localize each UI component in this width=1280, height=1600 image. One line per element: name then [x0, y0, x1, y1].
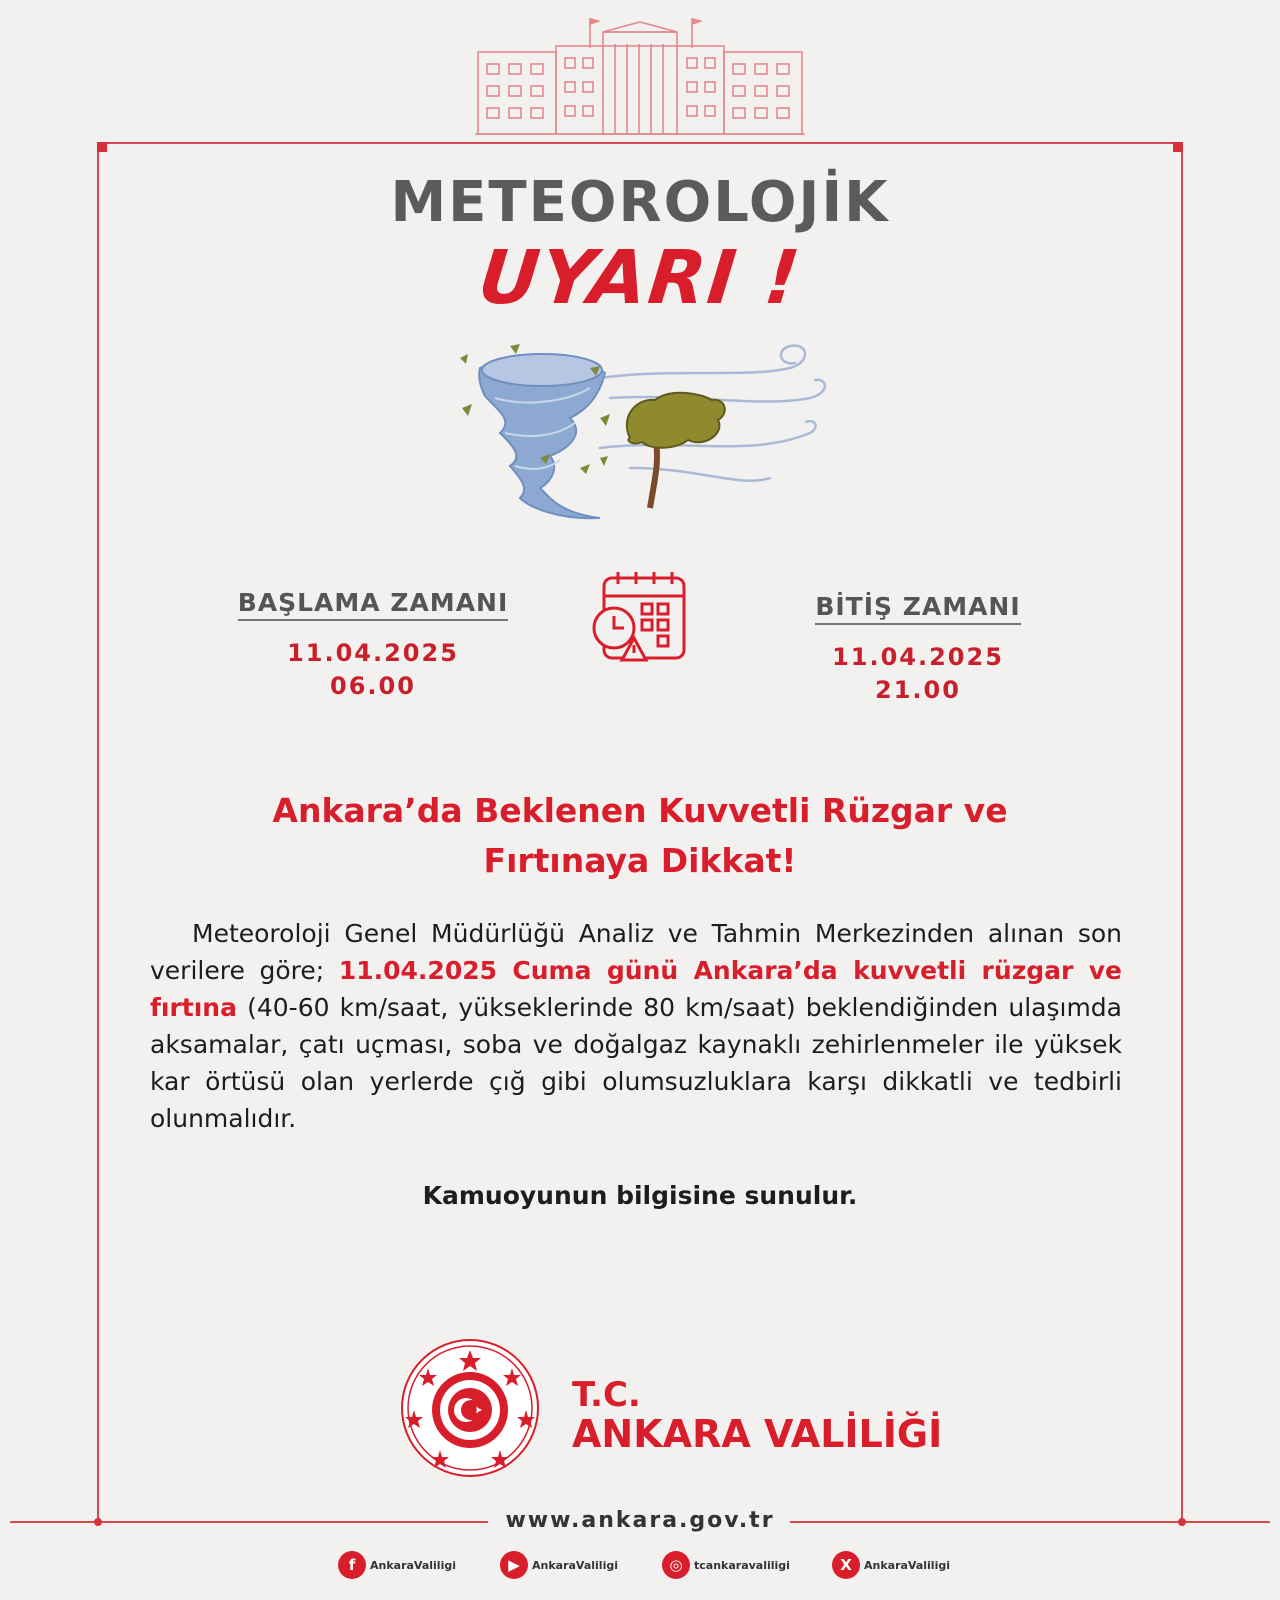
body-text-part-1: Meteoroloji Genel Müdürlüğü Analiz ve Tahmin Merkezinden alınan son verilere göre; — [150, 919, 1122, 985]
org-prefix: T.C. — [572, 1375, 641, 1415]
youtube-icon: ▶ — [500, 1551, 528, 1579]
website-link[interactable]: www.ankara.gov.tr — [505, 1508, 775, 1533]
end-date: 11.04.2025 — [832, 643, 1004, 671]
org-name: ANKARA VALİLİĞİ — [572, 1412, 943, 1456]
calendar-clock-warning-icon — [590, 568, 690, 668]
social-facebook[interactable] — [338, 1550, 456, 1580]
social-handle: tcankaravaliligi — [694, 1558, 790, 1572]
instagram-icon: ◎ — [662, 1551, 690, 1579]
social-handle: AnkaraValiligi — [864, 1558, 950, 1572]
social-handle: AnkaraValiligi — [370, 1558, 456, 1572]
social-instagram[interactable] — [662, 1550, 790, 1580]
headline-line-2: Fırtınaya Dikkat! — [483, 841, 797, 880]
headline-line-1: Ankara’da Beklenen Kuvvetli Rüzgar ve — [272, 791, 1008, 830]
frame-top-border — [97, 142, 1183, 144]
x-icon: X — [832, 1551, 860, 1579]
frame-right-border — [1181, 142, 1183, 1520]
announcement-headline — [150, 786, 1130, 886]
end-time-block — [768, 592, 1068, 707]
start-date: 11.04.2025 — [287, 639, 459, 667]
body-text-part-2: (40-60 km/saat, yükseklerinde 80 km/saat) beklendiğinden ulaşımda aksamalar, çatı uçması, soba ve doğalgaz kaynaklı zehirlenmeler ile yüksek kar örtüsü olan yerlerde çığ gibi olumsuzluklara karşı dikkatli ve tedbirli olunmalıdır. — [150, 993, 1122, 1133]
social-youtube[interactable] — [500, 1550, 618, 1580]
body-highlight: 11.04.2025 Cuma günü Ankara’da kuvvetli rüzgar ve fırtına — [150, 956, 1122, 1022]
announcement-body — [150, 915, 1122, 1137]
frame-corner — [1173, 142, 1183, 152]
government-building-icon — [475, 12, 805, 136]
social-handle: AnkaraValiligi — [532, 1558, 618, 1572]
republic-of-turkey-seal-logo — [400, 1338, 540, 1478]
page-subtitle-warning: UYARI ! — [474, 235, 806, 321]
frame-left-border — [97, 142, 99, 1520]
page-title: METEOROLOJİK — [390, 170, 890, 235]
social-x[interactable] — [832, 1550, 950, 1580]
frame-corner — [97, 142, 107, 152]
closing-note: Kamuoyunun bilgisine sunulur. — [422, 1181, 858, 1210]
start-time-block — [223, 588, 523, 703]
end-time-label: BİTİŞ ZAMANI — [815, 592, 1020, 625]
facebook-icon: f — [338, 1551, 366, 1579]
start-time: 06.00 — [330, 672, 416, 700]
storm-tornado-icon — [450, 338, 840, 528]
start-time-label: BAŞLAMA ZAMANI — [238, 588, 509, 621]
end-time: 21.00 — [875, 676, 961, 704]
